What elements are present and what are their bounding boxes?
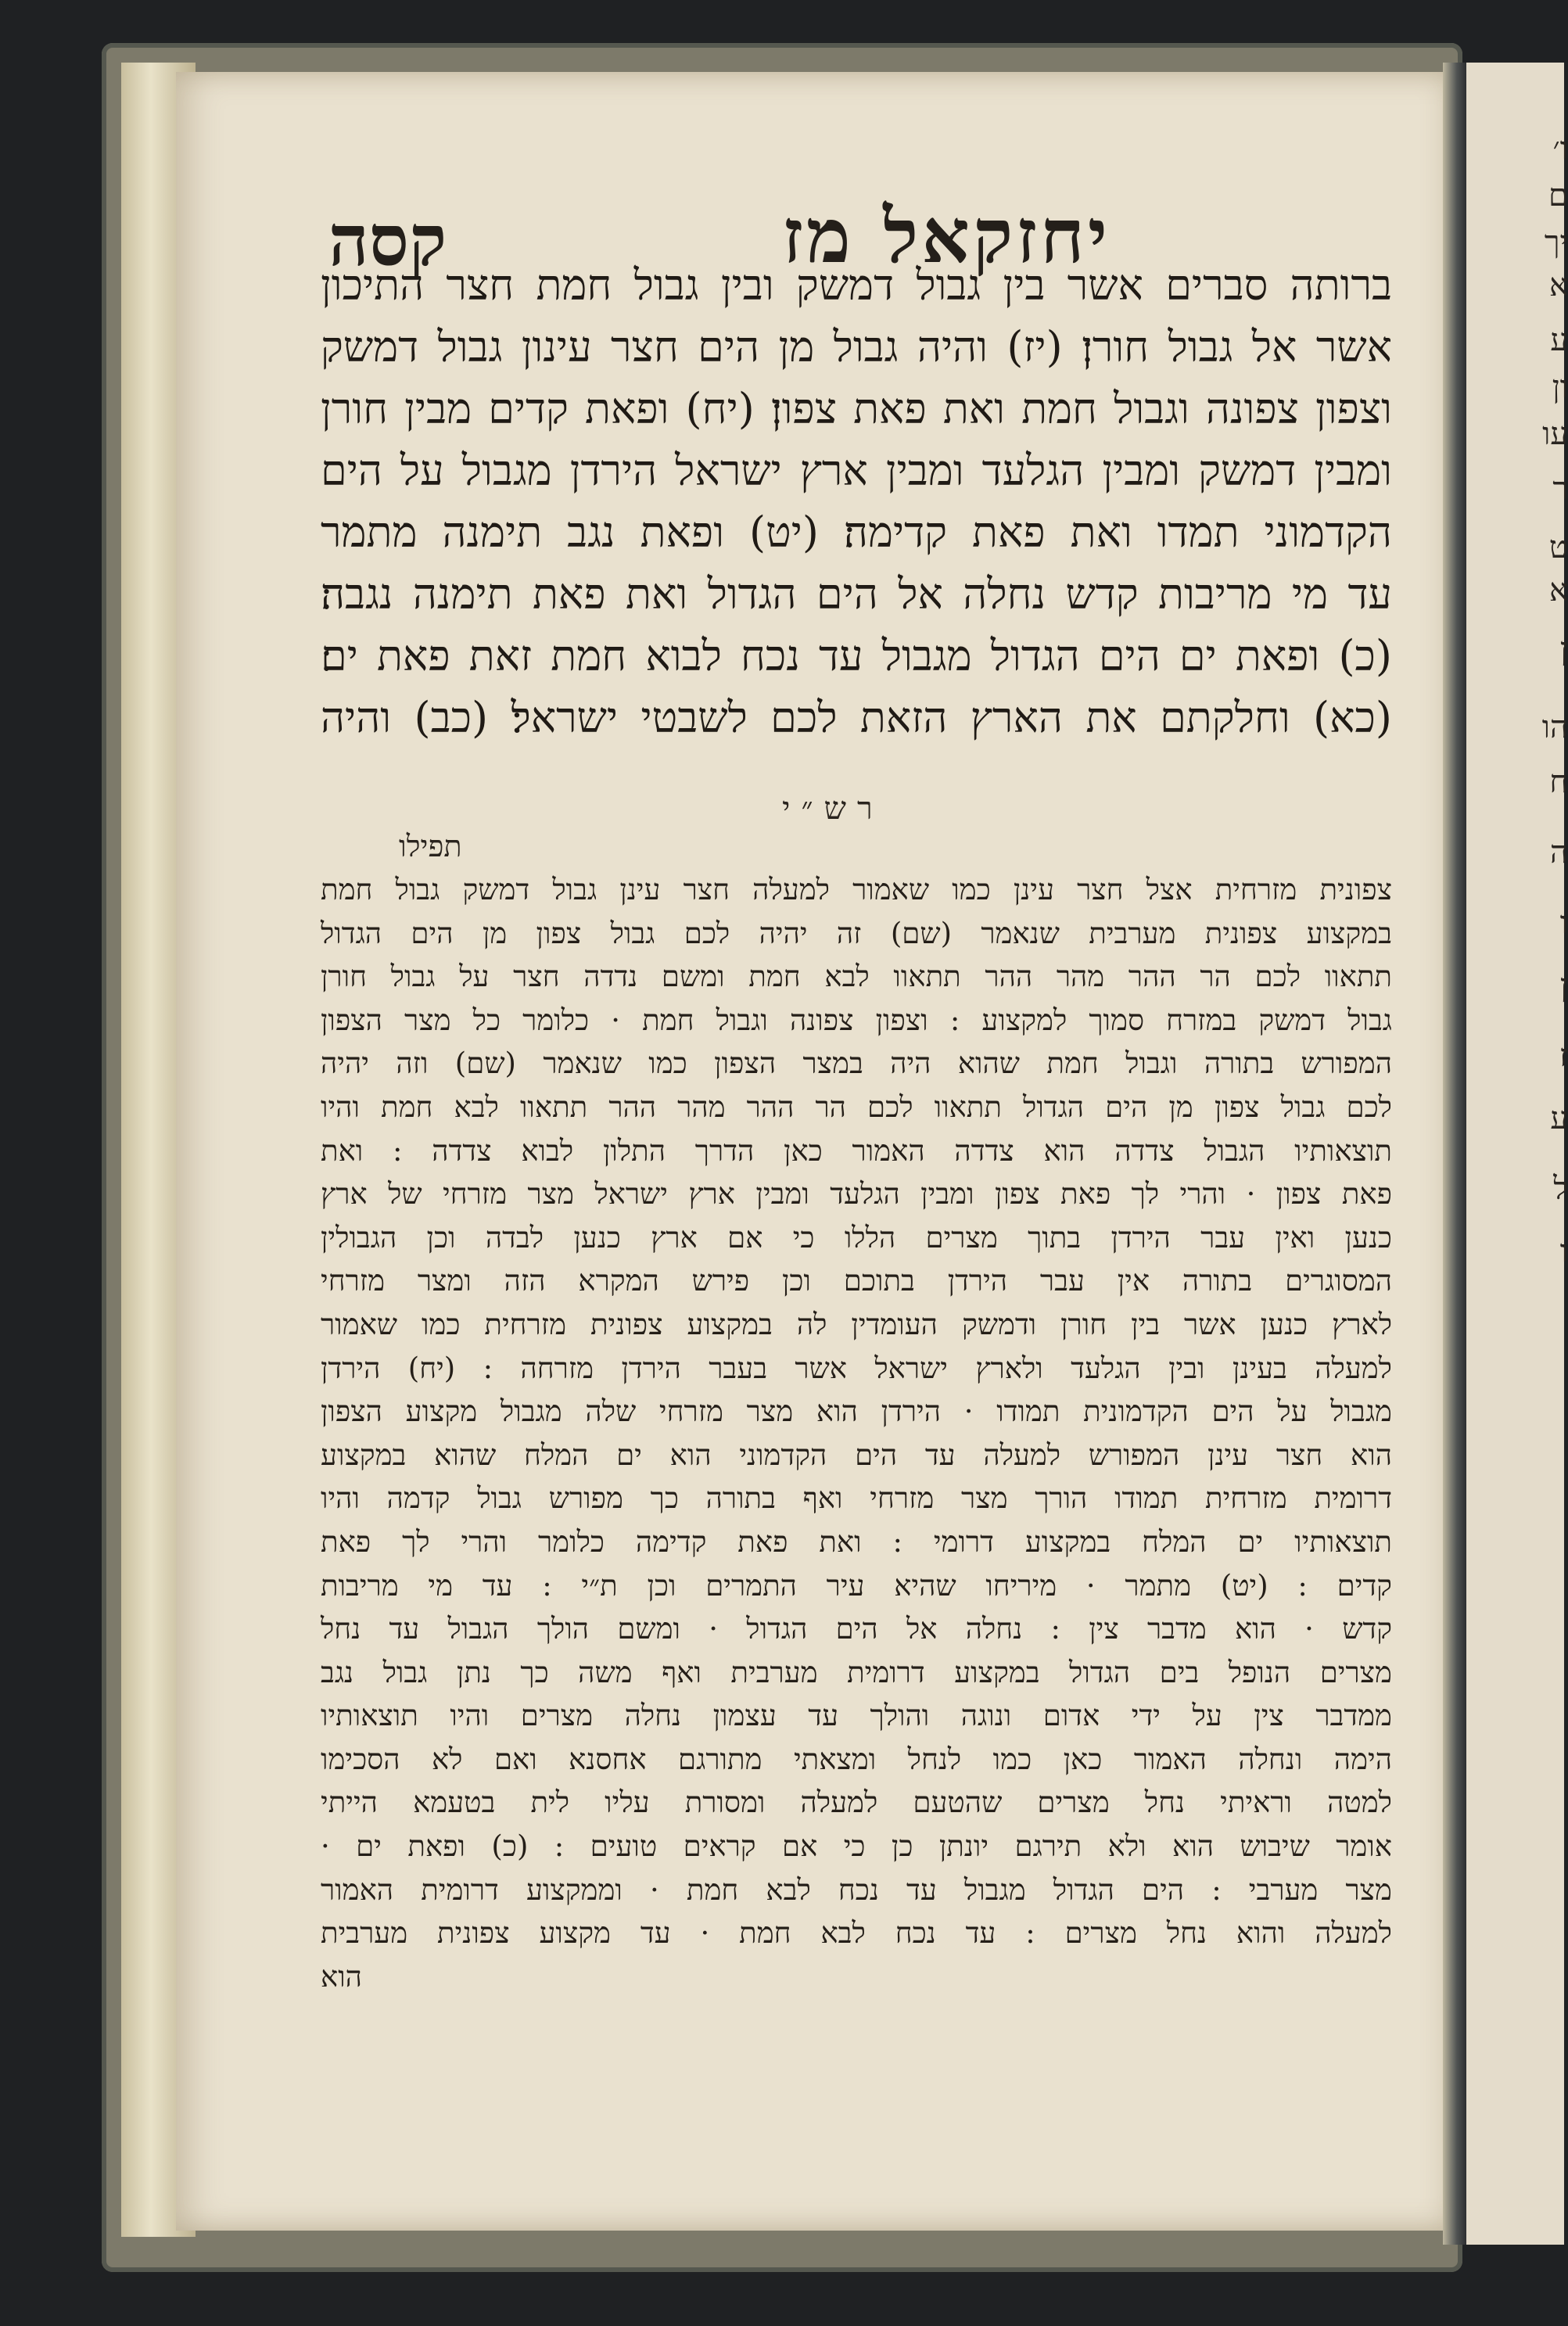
commentary-line: למעלה בעינן ובין הגלעד ולארץ ישראל אשר בעבר הירדן מזרחה : (יח) הירדן: [321, 1351, 1392, 1385]
commentary-line: פאת צפון · והרי לך פאת צפון ומבין הגלעד ומבין ארץ ישראל מצר מזרחי של ארץ: [321, 1177, 1392, 1211]
commentary-line: המסוגרים בתורה אין עבר הירדן בתוכם וכן פירש המקרא הזה ומצר מזרחי: [321, 1264, 1392, 1298]
commentary-line: מצרים הנופל בים הגדול במקצוע דרומית מערבית ואף משה כך נתן גבול נגב: [321, 1655, 1392, 1689]
catchword: תפילו: [399, 829, 462, 863]
commentary-line: למעלה והוא נחל מצרים : עד נכח לבא חמת · עד מקצוע צפונית מערבית: [321, 1916, 1392, 1951]
scripture-line: עד מי מריבות קדש נחלה אל הים הגדול ואת פאת תימנה נגבה׃: [321, 569, 1392, 619]
facing-page-fragment: ז: [1559, 1038, 1568, 1074]
facing-page-fragment: ן: [1559, 967, 1568, 1003]
scripture-line: וצפון צפונה וגבול חמת ואת פאת צפון׃ (יח) ופאת קדים מבין חורן: [321, 384, 1392, 433]
commentary-line: המפורש בתורה וגבול חמת שהוא היה במצר הצפון כמו שנאמר (שם) וזה יהיה: [321, 1046, 1392, 1081]
commentary-line: צפונית מזרחית אצל חצר עינן כמו שאמור למעלה חצר עינן גבול דמשק גבול חמת: [321, 873, 1392, 906]
facing-page-fragment: ה: [1549, 835, 1568, 870]
running-title: יחזקאל מז: [782, 192, 1111, 280]
book-gutter: [1443, 63, 1466, 2245]
commentary-line: כנען ואין עבר הירדן בתוך מצרים הללו כי אם ארץ כנען לבדה וכן הגבולין: [321, 1220, 1392, 1255]
commentary-line: ממדבר צין על ידי אדום ונוגה והולך עד עצמון נחלה מצרים והיו תוצאותיו: [321, 1699, 1392, 1733]
scripture-line: (כא) וחלקתם את הארץ הזאת לכם לשבטי ישראל׃ (כב) והיה: [321, 693, 1392, 742]
facing-page-fragment: ו: [1559, 1233, 1568, 1269]
scripture-line: ברותה סברים אשר בין גבול דמשק ובין גבול חמת חצר התיכון: [321, 260, 1392, 310]
commentary-line: במקצוע צפונית מערבית שנאמר (שם) זה יהיה לכם גבול צפון מן הים הגדול: [321, 916, 1392, 950]
facing-page-fragment: ע: [1550, 1100, 1568, 1136]
commentary-line: הוא: [321, 1959, 362, 1994]
facing-page-fragment: ח: [1549, 764, 1568, 800]
facing-page-fragment: ו׳: [1552, 131, 1568, 167]
commentary-line: לארץ כנען אשר בין חורן ודמשק העומדין לה במקצוע צפונית מזרחית כמו שאמור: [321, 1307, 1392, 1341]
scripture-line: (כ) ופאת ים הים הגדול מגבול עד נכח לבוא חמת זאת פאת ים׃: [321, 631, 1392, 680]
commentary-line: קדש · הוא מדבר צין : נחלה אל הים הגדול · ומשם הולך הגבול עד נחל: [321, 1612, 1392, 1646]
facing-page-fragment: יך: [1544, 224, 1568, 260]
commentary-line: גבול דמשק במזרח סמוך למקצוע : וצפון צפונה וגבול חמת · כלומר כל מצר הצפון: [321, 1003, 1392, 1037]
facing-page-fragment: ע: [1550, 322, 1568, 358]
facing-page-fragment: ל: [1553, 1171, 1568, 1207]
commentary-line: תוצאותיו ים המלח במקצוע דרומי : ואת פאת קדימה כלומר והרי לך פאת: [321, 1524, 1392, 1559]
commentary-line: תוצאותיו הגבול צדדה הוא צדדה האמור כאן הדרך התלון לבוא צדדה : ואת: [321, 1133, 1392, 1168]
facing-page-fragment: ון: [1552, 369, 1568, 405]
commentary-heading: רש״י: [782, 791, 884, 827]
facing-page-fragment: א: [1548, 573, 1568, 608]
commentary-line: דרומית מזרחית תמודו הורך מצר מזרחי ואף בתורה כך מפורש גבול קדמה והיו: [321, 1481, 1392, 1516]
facing-page-fragment: הו: [1541, 709, 1568, 745]
commentary-line: קדים : (יט) מתמר · מיריחו שהיא עיר התמרים וכן ת״י : עד מי מריבות: [321, 1568, 1392, 1603]
commentary-line: מגבול על הים הקדמונית תמודו · הירדן הוא מצר מזרחי שלה מגבול מקצוע הצפון: [321, 1395, 1392, 1429]
facing-page-fragment: ם: [1548, 178, 1568, 214]
commentary-line: מצר מערבי : הים הגדול מגבול עד נכח לבא חמת · וממקצוע דרומית האמור: [321, 1872, 1392, 1907]
scripture-line: אשר אל גבול חורן׃ (יז) והיה גבול מן הים חצר עינון גבול דמשק: [321, 322, 1392, 372]
facing-page-fragment: ו: [1559, 905, 1568, 941]
facing-page-fragment: ט: [1548, 529, 1568, 565]
folio-number: קסה: [328, 199, 447, 282]
commentary-line: הימה ונחלה האמור כאן כמו לנחל ומצאתי מתורגם אחסנא ואם לא הסכימו: [321, 1742, 1392, 1776]
commentary-line: לכם גבול צפון מן הים הגדול תתאוו לכם הר ההר מהר ההר תתאוו לבא חמת והיו: [321, 1089, 1392, 1124]
facing-page-fragment: ן: [1559, 631, 1568, 667]
scripture-line: ומבין דמשק ומבין הגלעד ומבין ארץ ישראל הירדן מגבול על הים: [321, 446, 1392, 495]
facing-page-fragment: א: [1548, 267, 1568, 303]
facing-page-fragment: ר: [1552, 471, 1568, 507]
scripture-line: הקדמוני תמדו ואת פאת קדימה׃ (יט) ופאת נגב תימנה מתמר: [321, 508, 1392, 557]
facing-page-fragment: עו: [1542, 416, 1568, 452]
scripture-text: [321, 254, 1392, 748]
commentary-text: [321, 868, 1392, 1998]
commentary-line: תתאוו לכם הר ההר מהר ההר תתאוו לבא חמת ומשם נדדה חצר על גבול חורן: [321, 960, 1392, 994]
commentary-line: הוא חצר עינן המפורש למעלה עד הים הקדמוני הוא ים המלח שהוא במקצוע: [321, 1438, 1392, 1472]
commentary-line: אומר שיבוש הוא ולא תירגם יונתן כן כי אם קראים טועים : (כ) ופאת ים ·: [321, 1829, 1392, 1864]
commentary-line: למטה וראיתי נחל מצרים שהטעם למעלה ומסורת עליו לית בטעמא הייתי: [321, 1786, 1392, 1820]
facing-page-edge: [1466, 63, 1568, 2245]
